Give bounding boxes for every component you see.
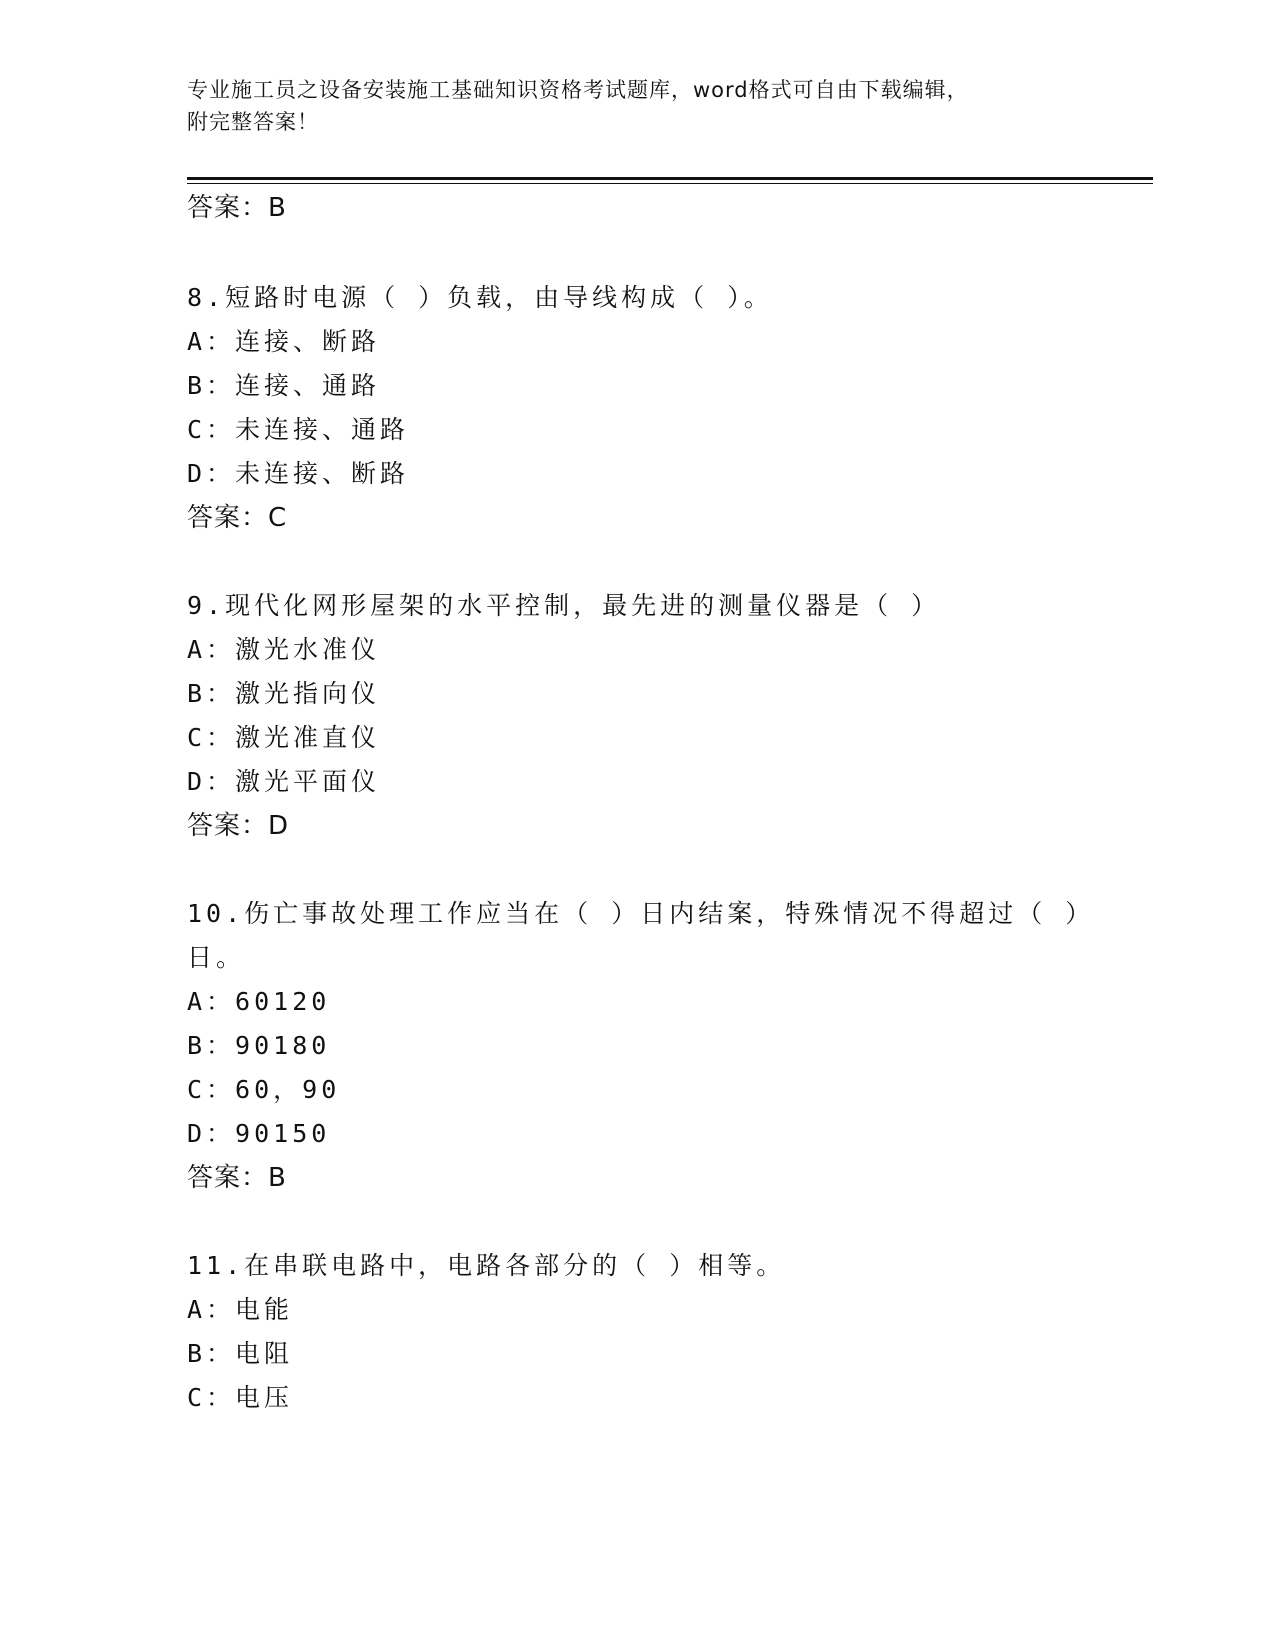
document-header [187,74,1087,138]
question-8-option-d: D：未连接、断路 [187,459,410,488]
question-9-option-b: B：激光指向仪 [187,679,381,708]
question-8-answer: 答案：C [187,503,288,533]
question-8-stem: 8.短路时电源（ ）负载，由导线构成（ ）。 [187,283,773,312]
question-11-option-b: B：电阻 [187,1339,294,1368]
question-10-option-c: C：60，90 [187,1075,341,1104]
question-8-option-c: C：未连接、通路 [187,415,410,444]
header-divider-thin [187,183,1153,184]
question-10-stem-continued: 日。 [187,943,246,972]
question-11-stem: 11.在串联电路中，电路各部分的（ ）相等。 [187,1251,786,1280]
question-9-answer: 答案：D [187,811,290,841]
question-9-option-a: A：激光水准仪 [187,635,381,664]
question-9-option-d: D：激光平面仪 [187,767,381,796]
question-10-answer: 答案：B [187,1163,287,1193]
question-8-option-b: B：连接、通路 [187,371,381,400]
header-divider-thick [187,177,1153,180]
question-8-option-a: A：连接、断路 [187,327,381,356]
header-title-line-1: 专业施工员之设备安装施工基础知识资格考试题库，word格式可自由下载编辑， [187,78,969,102]
question-9-option-c: C：激光准直仪 [187,723,381,752]
question-11-option-a: A：电能 [187,1295,294,1324]
question-10-option-d: D：90150 [187,1119,331,1148]
question-9-stem: 9.现代化网形屋架的水平控制，最先进的测量仪器是（ ） [187,591,941,620]
question-11-option-c: C：电压 [187,1383,294,1412]
question-10-option-b: B：90180 [187,1031,331,1060]
header-title-line-2: 附完整答案！ [187,110,319,134]
question-10-option-a: A：60120 [187,987,331,1016]
question-10-stem: 10.伤亡事故处理工作应当在（ ）日内结案，特殊情况不得超过（ ） [187,899,1095,928]
previous-question-answer: 答案：B [187,193,287,223]
